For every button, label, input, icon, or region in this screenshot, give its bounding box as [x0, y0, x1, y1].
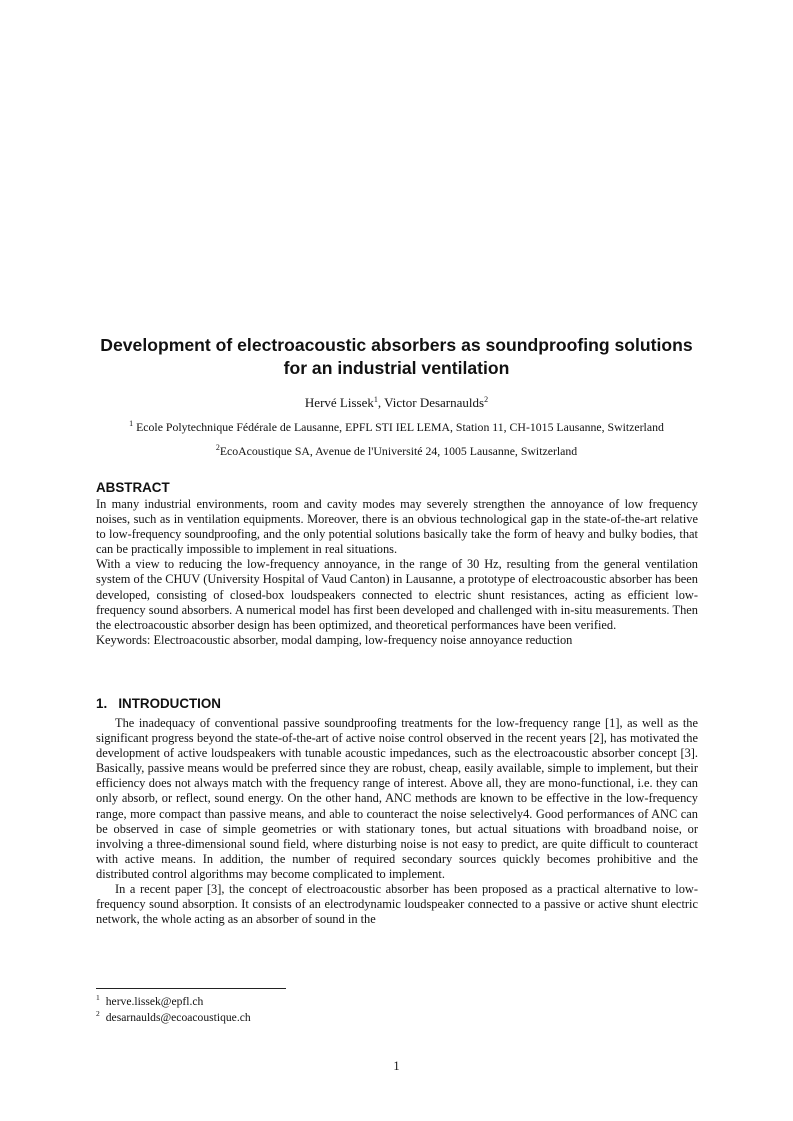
abstract-heading: ABSTRACT [96, 480, 170, 495]
author-affiliation-mark: 2 [484, 395, 489, 404]
body-paragraph: The inadequacy of conventional passive soundproofing treatments for the low-frequency range [1], as well as the significant progress beyond the state-of-the-art of active noise control observed in the recent years [2], has motivated the development of active loudspeakers with tunable acoustic impedances, such as the electroacoustic absorber concept [3]. Basically, passive means would be preferred since they are robust, cheap, easily available, simple to implement, but their efficiency does not always match with the frequency range of interest. Above all, they are mono-functional, i.e. they can only absorb, or reflect, sound energy. On the other hand, ANC methods are known to be effective in the low-frequency range, more compact than passive means, and able to counteract the noise selectively4. Good performances of ANC can be observed in case of simple geometries or with stationary tones, but actual situations with broadband noise, or involving a three-dimensional sound field, where disturbing noise is not easy to predict, are quite difficult to counteract with active means. In addition, the number of required secondary sources quickly becomes prohibitive and the distributed control algorithms may become complicated to implement. [96, 716, 698, 881]
abstract-paragraph: In many industrial environments, room and cavity modes may severely strengthen the annoyance of low frequency noises, such as in ventilation equipments. Moreover, there is an obvious technological gap in the state-of-the-art relative to low-frequency soundproofing, and the only potential solutions basically take the form of heavy and bulky bodies, that can be practically impossible to implement in real situations. [96, 497, 698, 557]
author-separator: , [377, 395, 385, 410]
footnote [96, 995, 203, 1009]
affiliation [80, 420, 713, 435]
affiliation-text: Ecole Polytechnique Fédérale de Lausanne, EPFL STI IEL LEMA, Station 11, CH-1015 Lausanne, Switzerland [136, 420, 664, 434]
affiliation-text: EcoAcoustique SA, Avenue de l'Université 24, 1005 Lausanne, Switzerland [219, 444, 578, 458]
paper-title: Development of electroacoustic absorbers as soundproofing solutions for an industrial ventilation [100, 335, 693, 378]
footnote-mark: 2 [96, 1009, 100, 1018]
abstract-paragraph: With a view to reducing the low-frequency annoyance, in the range of 30 Hz, resulting from the general ventilation system of the CHUV (University Hospital of Vaud Canton) in Lausanne, a prototype of electroacoustic absorber has been developed, consisting of closed-box loudspeakers connected to electric shunt resistances, acting as efficient low-frequency sound absorbers. A numerical model has first been developed and challenged with in-situ measurements. Then the electroacoustic absorber design has been optimized, and theoretical performances have been verified. [96, 557, 698, 632]
author-name: Victor Desarnaulds [384, 395, 485, 410]
introduction-body [96, 716, 698, 927]
body-paragraph: In a recent paper [3], the concept of electroacoustic absorber has been proposed as a practical alternative to low-frequency sound absorption. It consists of an electrodynamic loudspeaker connected to a passive or active shunt electric network, the whole acting as an absorber of sound in the [96, 882, 698, 927]
author-line [96, 395, 697, 411]
footnote-divider [96, 988, 286, 989]
affiliation [80, 444, 713, 459]
footnote-email: herve.lissek@epfl.ch [105, 995, 204, 1008]
footnote-email: desarnaulds@ecoacoustique.ch [105, 1011, 251, 1024]
author-affiliation-mark: 1 [373, 395, 378, 404]
page-number: 1 [393, 1059, 400, 1073]
affiliation-mark: 2 [215, 443, 220, 452]
footnote [96, 1011, 251, 1025]
affiliation-mark: 1 [129, 419, 134, 428]
section-heading-introduction: 1. INTRODUCTION [96, 696, 221, 711]
author-name: Hervé Lissek [304, 395, 374, 410]
footnote-mark: 1 [96, 993, 100, 1002]
keywords: Keywords: Electroacoustic absorber, modal damping, low-frequency noise annoyance reduction [96, 632, 573, 647]
abstract-body [96, 497, 698, 648]
